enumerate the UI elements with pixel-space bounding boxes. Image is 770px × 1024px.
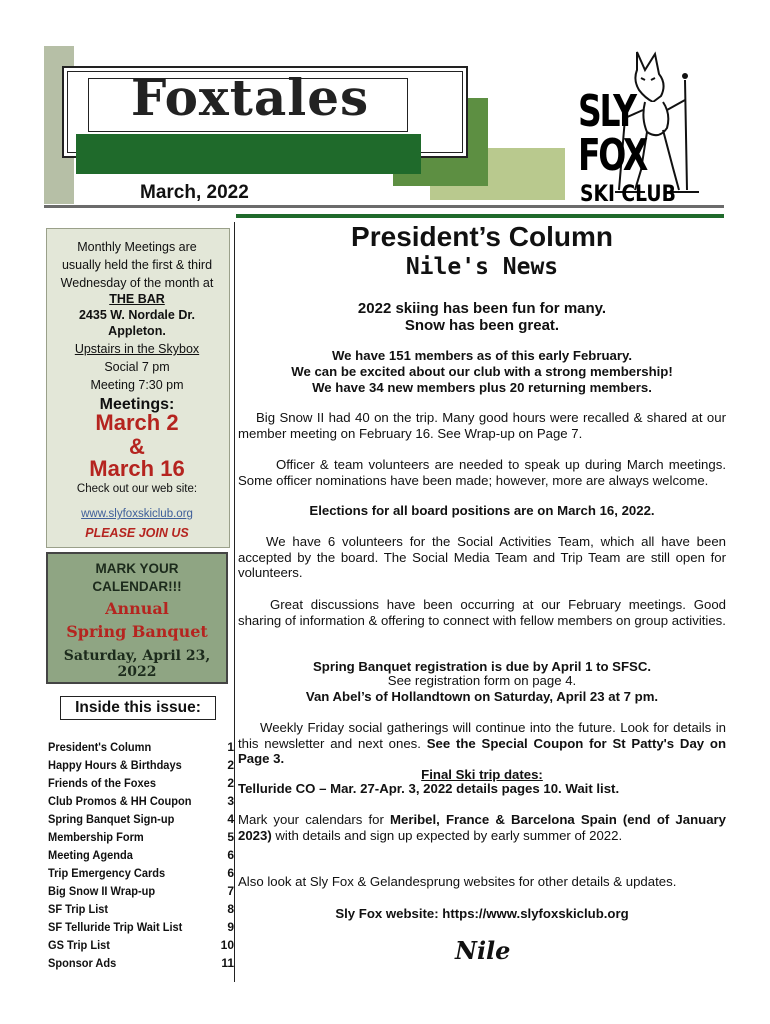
toc-page: 9: [227, 920, 234, 934]
toc-row: [48, 864, 234, 882]
toc-title: Friends of the Foxes: [48, 776, 156, 790]
venue-name: THE BAR: [109, 292, 165, 306]
logo-sly: SLY: [578, 86, 635, 137]
toc-row: [48, 936, 234, 954]
join-us: PLEASE JOIN US: [85, 526, 189, 540]
table-of-contents: [48, 738, 234, 972]
toc-page: 1: [227, 740, 234, 754]
calendar-annual: Annual: [105, 599, 169, 618]
calendar-line-1: MARK YOUR: [95, 561, 179, 576]
lead-line-2: Snow has been great.: [404, 317, 560, 334]
members-line-1: We have 151 members as of this early February.: [331, 348, 633, 363]
issue-date: March, 2022: [140, 182, 249, 203]
signature: Nile: [455, 936, 511, 965]
toc-title: Club Promos & HH Coupon: [48, 794, 192, 808]
toc-title: President's Column: [48, 740, 152, 754]
paragraph-discussions: Great discussions have been occurring at our February meetings. Good sharing of information & offering to connect with fellow members on group activities.: [238, 597, 726, 628]
header-green-rule: [236, 214, 724, 218]
toc-page: 7: [227, 884, 234, 898]
website-link[interactable]: www.slyfoxskiclub.org: [81, 508, 193, 520]
masthead-dark-green-bar: [76, 134, 421, 174]
banquet-line-2: See registration form on page 4.: [387, 673, 577, 688]
web-prompt: Check out our web site:: [76, 483, 198, 495]
elections-line: Elections for all board positions are on March 16, 2022.: [309, 503, 655, 518]
toc-title: Trip Emergency Cards: [48, 866, 166, 880]
toc-row: [48, 918, 234, 936]
calendar-line-2: CALENDAR!!!: [92, 579, 182, 594]
meeting-date-2: March 16: [89, 456, 185, 481]
final-dates-heading: Final Ski trip dates:: [421, 767, 543, 782]
toc-page: 8: [227, 902, 234, 916]
logo-ski-club: SKI CLUB: [580, 182, 676, 207]
lead-line-1: 2022 skiing has been fun for many.: [357, 300, 607, 317]
toc-title: Sponsor Ads: [48, 956, 117, 970]
info-line: Monthly Meetings are: [77, 240, 197, 254]
calendar-date: Saturday, April 23, 2022: [63, 648, 211, 680]
members-line-2: We can be excited about our club with a strong membership!: [291, 364, 673, 379]
inside-issue-heading: Inside this issue:: [60, 696, 216, 720]
meeting-date-1: March 2: [95, 410, 179, 435]
toc-row: [48, 738, 234, 756]
toc-title: Happy Hours & Birthdays: [48, 758, 182, 772]
toc-page: 2: [227, 776, 234, 790]
article-title: President’s Column: [351, 221, 613, 252]
venue-city: Appleton.: [108, 324, 166, 338]
logo-fox: FOX: [578, 130, 647, 181]
toc-row: [48, 828, 234, 846]
toc-page: 11: [221, 956, 234, 970]
toc-page: 4: [227, 812, 234, 826]
toc-title: Spring Banquet Sign-up: [48, 812, 175, 826]
toc-row: [48, 846, 234, 864]
meeting-date-amp: &: [129, 434, 145, 459]
toc-row: [48, 954, 234, 972]
toc-title: Big Snow II Wrap-up: [48, 884, 156, 898]
banquet-line-1: Spring Banquet registration is due by April 1 to SFSC.: [312, 659, 652, 674]
social-time: Social 7 pm: [104, 360, 170, 374]
toc-page: 6: [227, 848, 234, 862]
paragraph-also-look: Also look at Sly Fox & Gelandesprung websites for other details & updates.: [238, 874, 677, 889]
paragraph-volunteers: We have 6 volunteers for the Social Activities Team, which all have been accepted by the board. The Social Media Team and Trip Team are still open for volunteers.: [238, 534, 726, 580]
toc-title: SF Trip List: [48, 902, 109, 916]
toc-page: 5: [227, 830, 234, 844]
toc-row: [48, 900, 234, 918]
venue-address: 2435 W. Nordale Dr.: [78, 308, 196, 322]
toc-row: [48, 792, 234, 810]
column-divider: [234, 222, 235, 982]
toc-row: [48, 810, 234, 828]
paragraph-big-snow: Big Snow II had 40 on the trip. Many good hours were recalled & shared at our member meeting on February 16. See Wrap-up on Page 7.: [238, 410, 726, 441]
toc-row: [48, 774, 234, 792]
article-subtitle: Nile's News: [405, 254, 559, 280]
paragraph-mark-calendars: Mark your calendars for Meribel, France & Barcelona Spain (end of January 2023) with details and sign up expected by early summer of 2022.: [238, 812, 726, 843]
meetings-heading: Meetings:: [99, 396, 175, 413]
paragraph-weekly: Weekly Friday social gatherings will continue into the future. Look for details in this newsletter and next ones. See the Special Coupon for St Patty's Day on Page 3.: [238, 720, 727, 766]
toc-row: [48, 756, 234, 774]
paragraph-officer: Officer & team volunteers are needed to speak up during March meetings. Some officer nominations have been made; however, more are always welcome.: [238, 457, 726, 488]
meeting-time: Meeting 7:30 pm: [90, 378, 184, 392]
toc-page: 2: [227, 758, 234, 772]
toc-page: 6: [227, 866, 234, 880]
newsletter-title: Foxtales: [130, 68, 370, 127]
banquet-line-3: Van Abel’s of Hollandtown on Saturday, April 23 at 7 pm.: [305, 689, 659, 704]
toc-title: GS Trip List: [48, 938, 110, 952]
calendar-banquet: Spring Banquet: [66, 622, 208, 641]
toc-row: [48, 882, 234, 900]
website-line: Sly Fox website: https://www.slyfoxskiclub.org: [335, 906, 629, 921]
info-line: Wednesday of the month at: [60, 276, 214, 290]
members-line-3: We have 34 new members plus 20 returning members.: [312, 380, 652, 395]
venue-room: Upstairs in the Skybox: [74, 342, 200, 356]
toc-title: Membership Form: [48, 830, 144, 844]
toc-title: SF Telluride Trip Wait List: [48, 920, 183, 934]
info-line: usually held the first & third: [61, 258, 213, 272]
telluride-dates: Telluride CO – Mar. 27-Apr. 3, 2022 details pages 10. Wait list.: [238, 781, 620, 796]
toc-page: 3: [227, 794, 234, 808]
toc-page: 10: [220, 938, 234, 952]
toc-title: Meeting Agenda: [48, 848, 133, 862]
